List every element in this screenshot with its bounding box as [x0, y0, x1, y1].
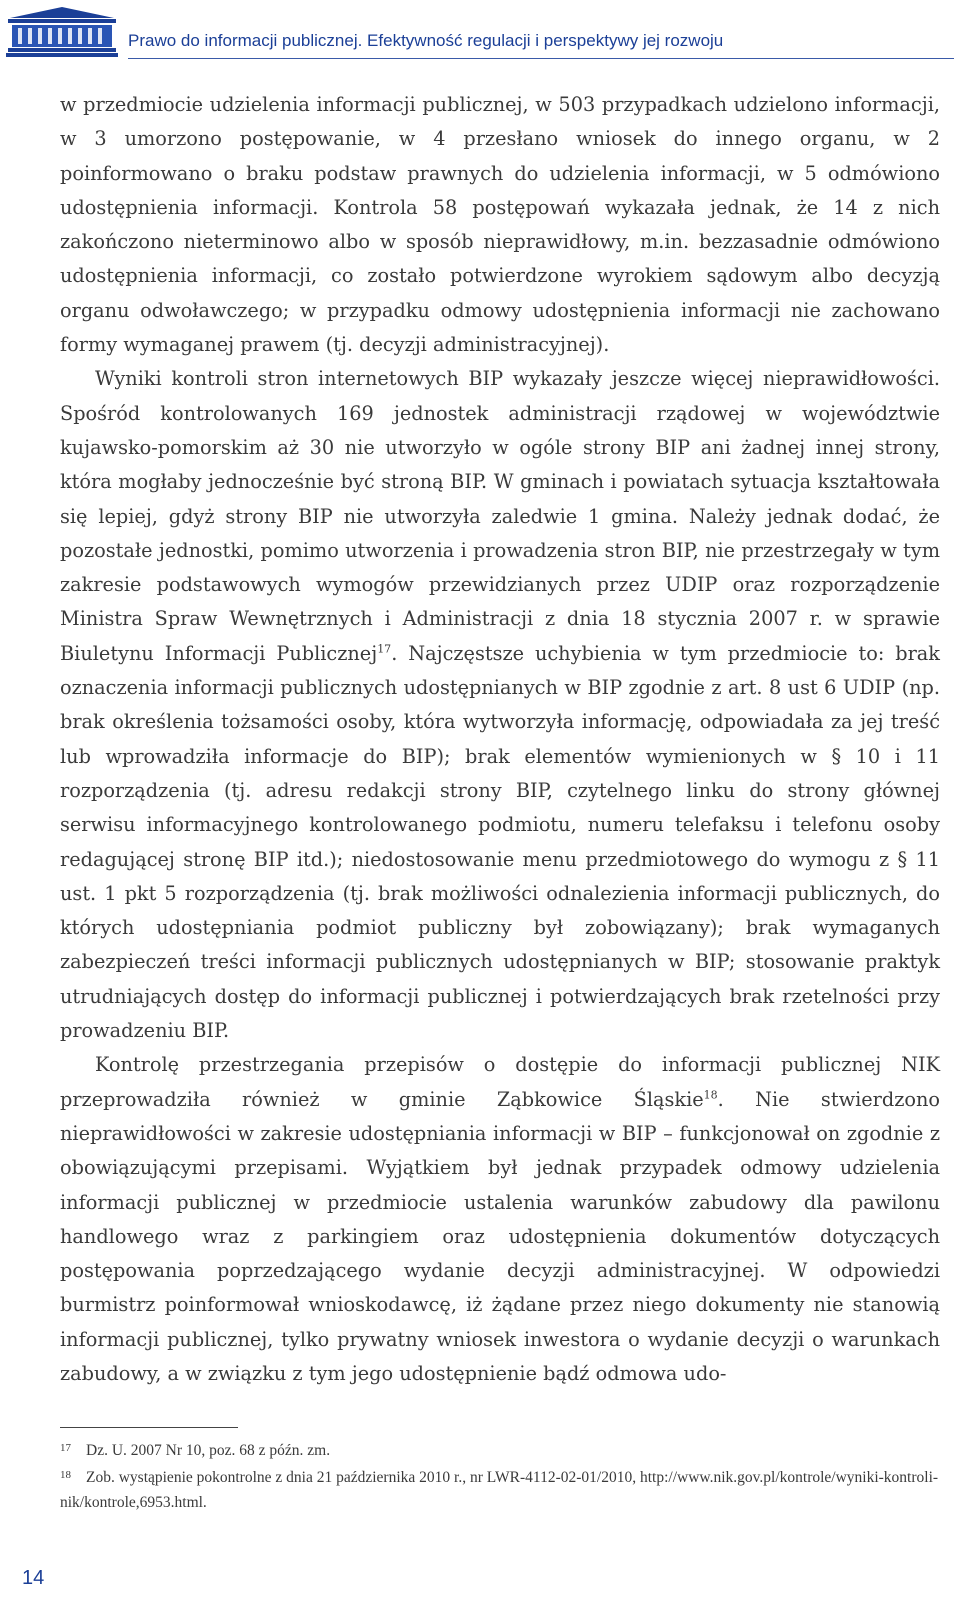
paragraph-2	[60, 362, 940, 1048]
paragraph-2-text-a: Wyniki kontroli stron internetowych BIP wykazały jeszcze więcej nieprawidłowości. Spośród kontrolowanych 169 jednostek administracji rządowej w województwie kujawsko-pomorskim aż 30 nie utworzyło w ogóle strony BIP ani żadnej innej strony, która mogłaby jednocześnie być stroną BIP. W gminach i powiatach sytuacja kształtowała się lepiej, gdyż strony BIP nie utworzyła zaledwie 1 gmina. Należy jednak dodać, że pozostałe jednostki, pomimo utworzenia i prowadzenia stron BIP, nie przestrzegały w tym zakresie podstawowych wymogów przewidzianych przez UDIP oraz rozporządzenie Ministra Spraw Wewnętrznych i Administracji z dnia 18 stycznia 2007 r. w sprawie Biuletynu Informacji Publicznej	[60, 367, 940, 665]
footnote-text: Zob. wystąpienie pokontrolne z dnia 21 października 2010 r., nr LWR-4112-02-01/2010, http://www.nik.gov.pl/kontrole/wyniki-kontroli-nik/kontrole,6953.html.	[60, 1469, 939, 1511]
footnote-number: 17	[60, 1442, 71, 1454]
paragraph-3-text-a: Kontrolę przestrzegania przepisów o dostępie do informacji publicznej NIK przeprowadziła również w gminie Ząbkowice Śląskie	[60, 1053, 940, 1111]
footnote-17	[60, 1436, 940, 1463]
paragraph-1: w przedmiocie udzielenia informacji publicznej, w 503 przypadkach udzielono informacji, w 3 umorzono postępowanie, w 4 przesłano wniosek do innego organu, w 2 poinformowano o braku podstaw prawnych do udzielenia informacji, w 5 odmówiono udostępnienia informacji. Kontrola 58 postępowań wykazała jednak, że 14 z nich zakończono nieterminowo albo w sposób nieprawidłowy, m.in. bezzasadnie odmówiono udostępnienia informacji, co zostało potwierdzone wyrokiem sądowym albo decyzją organu odwoławczego; w przypadku odmowy udostępnienia informacji nie zachowano formy wymaganej prawem (tj. decyzji administracyjnej).	[60, 93, 940, 357]
footnote-text: Dz. U. 2007 Nr 10, poz. 68 z późn. zm.	[86, 1442, 331, 1459]
paragraph-2-text-b: . Najczęstsze uchybienia w tym przedmiocie to: brak oznaczenia informacji publicznych udostępnianych w BIP zgodnie z art. 8 ust 6 UDIP (np. brak określenia tożsamości osoby, która wytworzyła informację, odpowiadała za jej treść lub wprowadziła informacje do BIP); brak elementów wymienionych w § 10 i 11 rozporządzenia (tj. adresu redakcji strony BIP, czytelnego linku do strony głównej serwisu informacyjnego kontrolowanego podmiotu, numeru telefaksu i telefonu osoby redagującej stronę BIP itd.); niedostosowanie menu przedmiotowego do wymogu z § 11 ust. 1 pkt 5 rozporządzenia (tj. brak możliwości odnalezienia informacji publicznych, do których udostępniania podmiot publiczny był zobowiązany); brak wymaganych zabezpieczeń treści informacji publicznych udostępnianych w BIP; stosowanie praktyk utrudniających dostęp do informacji publicznej i potwierdzających brak rzetelności przy prowadzeniu BIP.	[60, 641, 940, 1043]
header-divider	[128, 58, 954, 59]
footnote-ref-17[interactable]: 17	[377, 642, 392, 656]
footnote-ref-18[interactable]: 18	[703, 1088, 718, 1102]
main-text	[60, 88, 940, 1391]
running-header-title: Prawo do informacji publicznej. Efektywność regulacji i perspektywy jej rozwoju	[128, 31, 724, 50]
footnote-divider	[60, 1427, 238, 1428]
footnote-number: 18	[60, 1469, 71, 1481]
paragraph-3	[60, 1048, 940, 1391]
page-header	[0, 0, 960, 62]
footnote-18	[60, 1463, 940, 1515]
page-number: 14	[22, 1567, 45, 1589]
footnotes	[60, 1436, 940, 1515]
building-columns-logo	[6, 6, 118, 58]
paragraph-3-text-b: . Nie stwierdzono nieprawidłowości w zakresie udostępniania informacji w BIP – funkcjonował on zgodnie z obowiązującymi przepisami. Wyjątkiem był jednak przypadek odmowy udzielenia informacji publicznej w przedmiocie ustalenia warunków zabudowy dla pawilonu handlowego wraz z parkingiem oraz udostępnienia dokumentów dotyczących postępowania poprzedzającego wydanie decyzji administracyjnej. W odpowiedzi burmistrz poinformował wnioskodawcę, iż żądane przez niego dokumenty nie stanowią informacji publicznej, tylko prywatny wniosek inwestora o wydanie decyzji o warunkach zabudowy, a w związku z tym jego udostępnienie bądź odmowa udo-	[60, 1087, 941, 1385]
